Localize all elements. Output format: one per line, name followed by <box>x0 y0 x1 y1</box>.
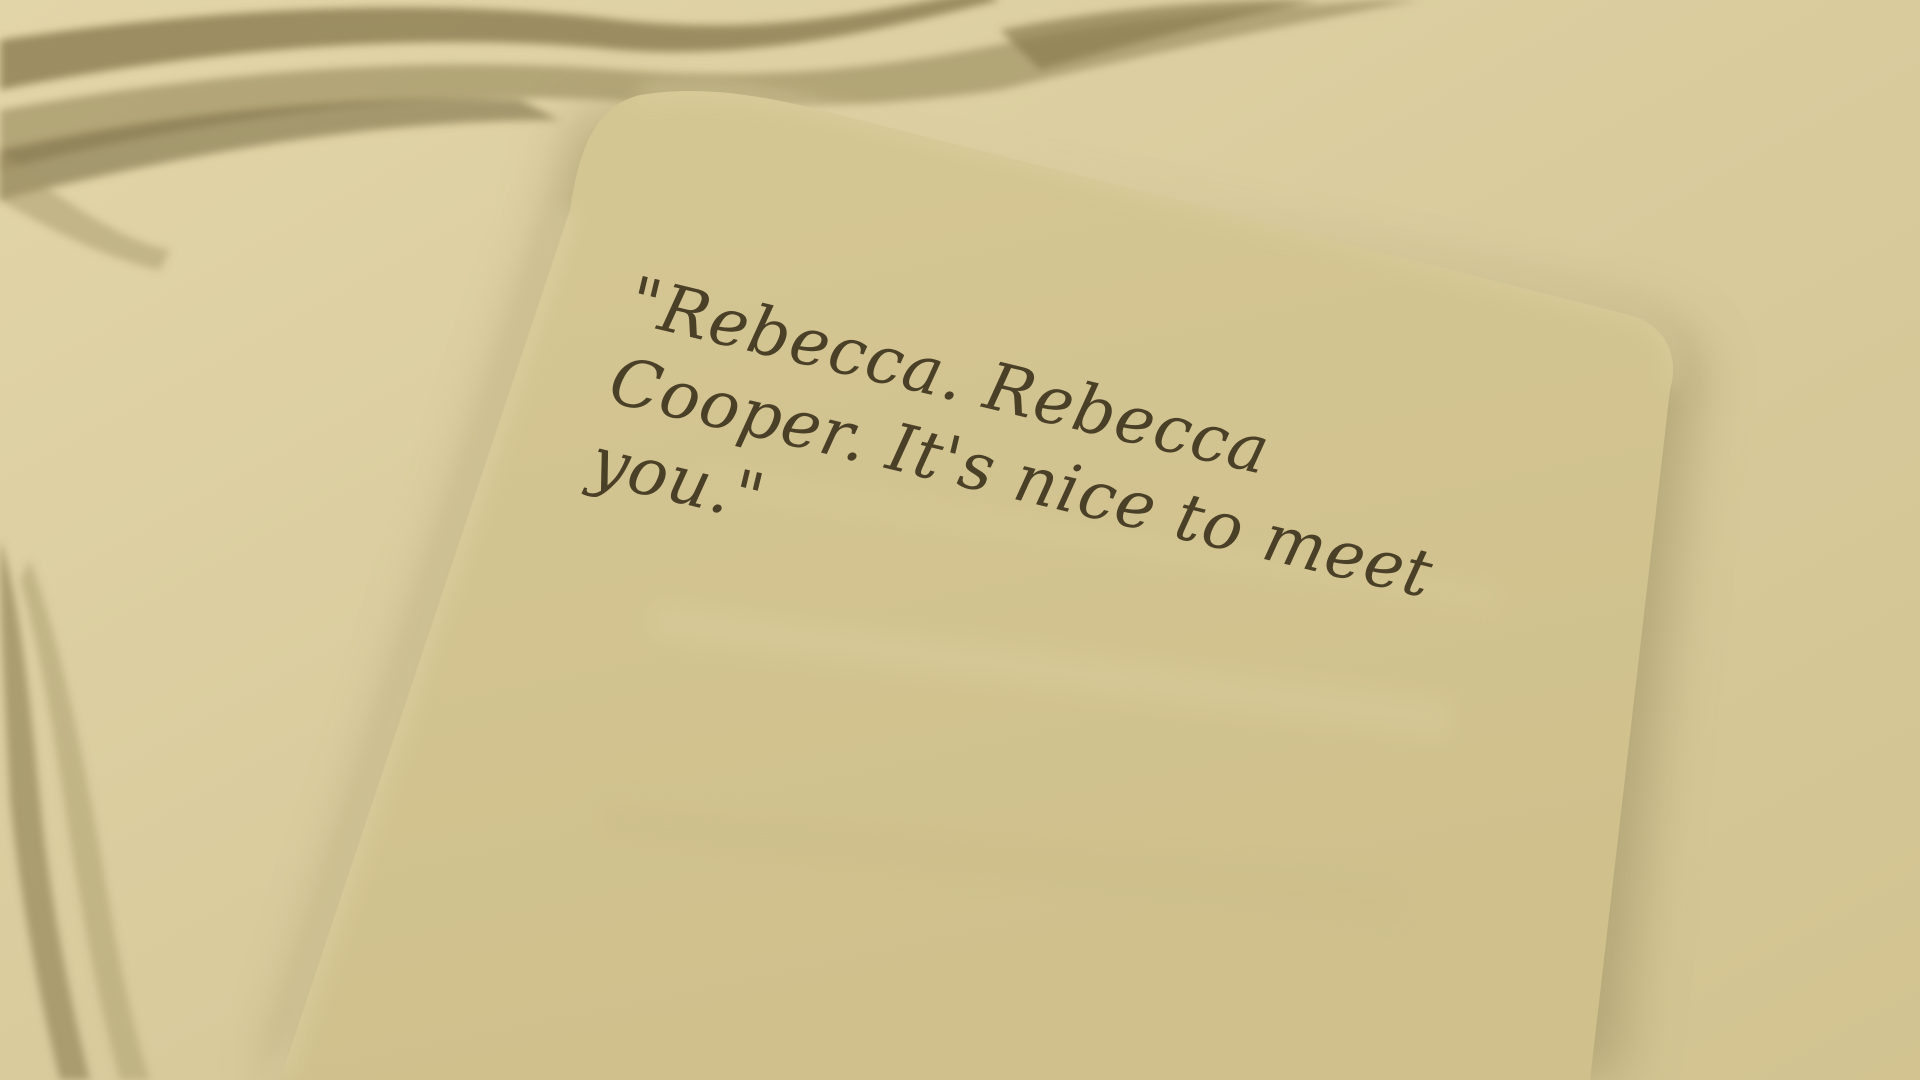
dialogue-text: "Rebecca. Rebecca Cooper. It's nice to meet you." <box>583 261 1441 614</box>
